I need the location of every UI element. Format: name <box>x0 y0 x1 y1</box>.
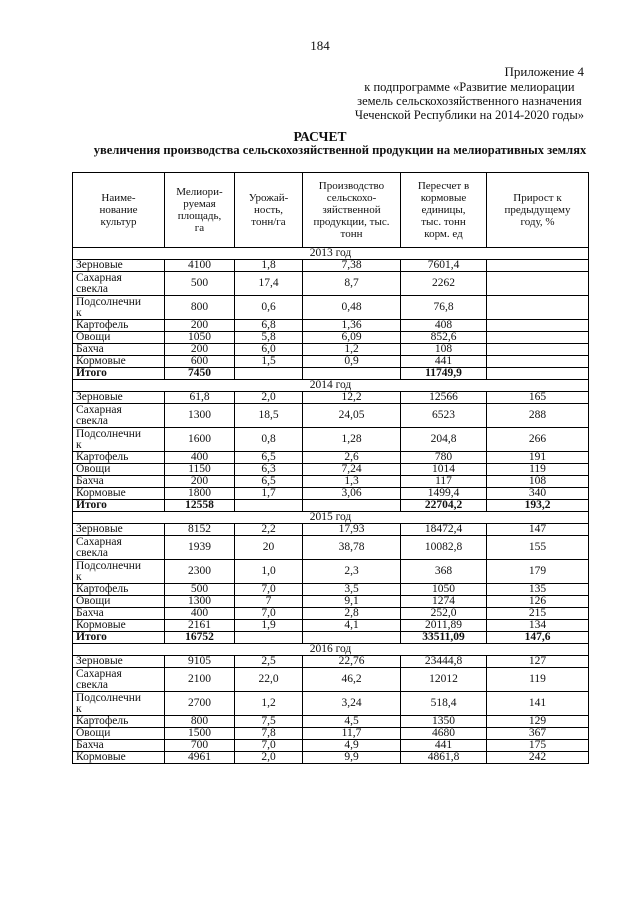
growth-cell: 119 <box>487 464 589 476</box>
table-row <box>73 296 589 320</box>
yield-cell: 1,8 <box>235 260 303 272</box>
table-row <box>73 620 589 632</box>
feed-units-cell: 1050 <box>401 584 487 596</box>
crop-cell: Подсолнечни к <box>73 560 165 584</box>
header-growth: Прирост к предыдущему году, % <box>487 173 589 248</box>
table-row <box>73 368 589 380</box>
table-row <box>73 476 589 488</box>
yield-cell: 1,7 <box>235 488 303 500</box>
growth-cell: 126 <box>487 596 589 608</box>
yield-cell: 7,0 <box>235 608 303 620</box>
crop-cell: Картофель <box>73 452 165 464</box>
growth-cell <box>487 356 589 368</box>
growth-cell: 191 <box>487 452 589 464</box>
area-cell: 2700 <box>165 692 235 716</box>
production-cell: 1,3 <box>303 476 401 488</box>
growth-cell: 147 <box>487 524 589 536</box>
feed-units-cell: 4861,8 <box>401 752 487 764</box>
production-cell: 6,09 <box>303 332 401 344</box>
year-label: 2015 год <box>73 512 589 524</box>
growth-cell: 193,2 <box>487 500 589 512</box>
growth-cell: 367 <box>487 728 589 740</box>
crop-cell: Зерновые <box>73 392 165 404</box>
production-cell: 2,8 <box>303 608 401 620</box>
header-feed-units: Пересчет в кормовые единицы, тыс. тонн корм. ед <box>401 173 487 248</box>
area-cell: 4961 <box>165 752 235 764</box>
production-cell: 11,7 <box>303 728 401 740</box>
growth-cell: 242 <box>487 752 589 764</box>
crop-cell: Овощи <box>73 728 165 740</box>
yield-cell: 5,8 <box>235 332 303 344</box>
area-cell: 1300 <box>165 596 235 608</box>
production-cell: 3,06 <box>303 488 401 500</box>
growth-cell <box>487 260 589 272</box>
subprogram-line: к подпрограмме «Развитие мелиорации <box>364 80 575 94</box>
year-row <box>73 380 589 392</box>
growth-cell: 165 <box>487 392 589 404</box>
area-cell: 8152 <box>165 524 235 536</box>
feed-units-cell: 441 <box>401 740 487 752</box>
area-cell: 9105 <box>165 656 235 668</box>
area-cell: 400 <box>165 452 235 464</box>
area-cell: 1150 <box>165 464 235 476</box>
growth-cell: 129 <box>487 716 589 728</box>
table-row <box>73 740 589 752</box>
document-subtitle: увеличения производства сельскохозяйственной продукции на мелиоративных землях <box>93 143 587 157</box>
production-cell: 22,76 <box>303 656 401 668</box>
area-cell: 2300 <box>165 560 235 584</box>
yield-cell: 7 <box>235 596 303 608</box>
production-cell: 0,9 <box>303 356 401 368</box>
table-header-row <box>73 173 589 248</box>
page-number: 184 <box>310 38 330 53</box>
area-cell: 500 <box>165 272 235 296</box>
yield-cell: 1,9 <box>235 620 303 632</box>
feed-units-cell: 33511,09 <box>401 632 487 644</box>
production-cell: 24,05 <box>303 404 401 428</box>
table-row <box>73 500 589 512</box>
crop-cell: Овощи <box>73 596 165 608</box>
feed-units-cell: 1274 <box>401 596 487 608</box>
yield-cell: 6,8 <box>235 320 303 332</box>
feed-units-cell: 1014 <box>401 464 487 476</box>
feed-units-cell: 4680 <box>401 728 487 740</box>
yield-cell <box>235 500 303 512</box>
feed-units-cell: 408 <box>401 320 487 332</box>
yield-cell: 1,5 <box>235 356 303 368</box>
subprogram-line: Чеченской Республики на 2014-2020 годы» <box>354 108 584 122</box>
growth-cell: 215 <box>487 608 589 620</box>
crop-cell: Картофель <box>73 716 165 728</box>
yield-cell: 0,6 <box>235 296 303 320</box>
feed-units-cell: 1350 <box>401 716 487 728</box>
production-cell: 38,78 <box>303 536 401 560</box>
growth-cell <box>487 272 589 296</box>
table-row <box>73 404 589 428</box>
yield-cell: 6,3 <box>235 464 303 476</box>
yield-cell: 1,0 <box>235 560 303 584</box>
yield-cell: 7,0 <box>235 584 303 596</box>
yield-cell: 7,0 <box>235 740 303 752</box>
feed-units-cell: 76,8 <box>401 296 487 320</box>
growth-cell: 108 <box>487 476 589 488</box>
crop-cell: Сахарная свекла <box>73 272 165 296</box>
production-cell: 4,5 <box>303 716 401 728</box>
table-row <box>73 428 589 452</box>
yield-cell: 6,5 <box>235 452 303 464</box>
area-cell: 2161 <box>165 620 235 632</box>
feed-units-cell: 11749,9 <box>401 368 487 380</box>
crop-cell: Зерновые <box>73 524 165 536</box>
crop-cell: Бахча <box>73 608 165 620</box>
feed-units-cell: 2011,89 <box>401 620 487 632</box>
header-production: Производство сельскохо- зяйственной продукции, тыс. тонн <box>303 173 401 248</box>
growth-cell: 155 <box>487 536 589 560</box>
production-cell: 12,2 <box>303 392 401 404</box>
growth-cell: 288 <box>487 404 589 428</box>
area-cell: 1300 <box>165 404 235 428</box>
feed-units-cell: 7601,4 <box>401 260 487 272</box>
area-cell: 2100 <box>165 668 235 692</box>
yield-cell: 2,5 <box>235 656 303 668</box>
production-cell <box>303 500 401 512</box>
feed-units-cell: 2262 <box>401 272 487 296</box>
growth-cell: 340 <box>487 488 589 500</box>
growth-cell <box>487 344 589 356</box>
area-cell: 1500 <box>165 728 235 740</box>
appendix-label: Приложение 4 <box>504 64 584 79</box>
crop-cell: Итого <box>73 632 165 644</box>
yield-cell: 20 <box>235 536 303 560</box>
area-cell: 600 <box>165 356 235 368</box>
area-cell: 4100 <box>165 260 235 272</box>
crop-cell: Бахча <box>73 344 165 356</box>
growth-cell: 147,6 <box>487 632 589 644</box>
table-row <box>73 464 589 476</box>
area-cell: 16752 <box>165 632 235 644</box>
feed-units-cell: 780 <box>401 452 487 464</box>
feed-units-cell: 441 <box>401 356 487 368</box>
crop-cell: Бахча <box>73 476 165 488</box>
feed-units-cell: 10082,8 <box>401 536 487 560</box>
table-row <box>73 260 589 272</box>
crop-cell: Подсолнечни к <box>73 428 165 452</box>
area-cell: 400 <box>165 608 235 620</box>
year-label: 2016 год <box>73 644 589 656</box>
table-row <box>73 752 589 764</box>
table-row <box>73 536 589 560</box>
table-row <box>73 272 589 296</box>
crop-cell: Зерновые <box>73 260 165 272</box>
crop-cell: Подсолнечни к <box>73 296 165 320</box>
crop-cell: Зерновые <box>73 656 165 668</box>
area-cell: 700 <box>165 740 235 752</box>
growth-cell <box>487 296 589 320</box>
production-cell <box>303 368 401 380</box>
crop-cell: Кормовые <box>73 620 165 632</box>
growth-cell: 175 <box>487 740 589 752</box>
table-row <box>73 452 589 464</box>
feed-units-cell: 518,4 <box>401 692 487 716</box>
crop-cell: Овощи <box>73 464 165 476</box>
table-row <box>73 488 589 500</box>
area-cell: 200 <box>165 320 235 332</box>
production-cell: 3,5 <box>303 584 401 596</box>
crop-cell: Бахча <box>73 740 165 752</box>
production-cell: 4,1 <box>303 620 401 632</box>
year-row <box>73 512 589 524</box>
subprogram-reference <box>355 80 584 122</box>
yield-cell: 2,0 <box>235 752 303 764</box>
feed-units-cell: 368 <box>401 560 487 584</box>
feed-units-cell: 18472,4 <box>401 524 487 536</box>
yield-cell: 22,0 <box>235 668 303 692</box>
crop-cell: Картофель <box>73 584 165 596</box>
crop-cell: Кормовые <box>73 752 165 764</box>
subprogram-line: земель сельскохозяйственного назначения <box>357 94 582 108</box>
crop-cell: Итого <box>73 368 165 380</box>
area-cell: 61,8 <box>165 392 235 404</box>
area-cell: 1800 <box>165 488 235 500</box>
table-row <box>73 668 589 692</box>
production-cell: 17,93 <box>303 524 401 536</box>
area-cell: 200 <box>165 344 235 356</box>
feed-units-cell: 108 <box>401 344 487 356</box>
table-row <box>73 596 589 608</box>
yield-cell <box>235 368 303 380</box>
yield-cell: 2,2 <box>235 524 303 536</box>
area-cell: 200 <box>165 476 235 488</box>
feed-units-cell: 852,6 <box>401 332 487 344</box>
table-row <box>73 728 589 740</box>
crop-cell: Сахарная свекла <box>73 668 165 692</box>
table-row <box>73 332 589 344</box>
header-area: Мелиори- руемая площадь, га <box>165 173 235 248</box>
table-row <box>73 716 589 728</box>
production-cell: 8,7 <box>303 272 401 296</box>
header-yield: Урожай- ность, тонн/га <box>235 173 303 248</box>
production-cell: 7,24 <box>303 464 401 476</box>
feed-units-cell: 1499,4 <box>401 488 487 500</box>
feed-units-cell: 12012 <box>401 668 487 692</box>
production-cell: 7,38 <box>303 260 401 272</box>
production-cell: 1,28 <box>303 428 401 452</box>
table-row <box>73 320 589 332</box>
table-row <box>73 656 589 668</box>
year-row <box>73 248 589 260</box>
yield-cell: 17,4 <box>235 272 303 296</box>
feed-units-cell: 117 <box>401 476 487 488</box>
table-body <box>73 248 589 764</box>
table-row <box>73 344 589 356</box>
production-cell: 4,9 <box>303 740 401 752</box>
growth-cell <box>487 368 589 380</box>
production-cell: 3,24 <box>303 692 401 716</box>
table-row <box>73 392 589 404</box>
yield-cell: 1,2 <box>235 692 303 716</box>
yield-cell: 6,5 <box>235 476 303 488</box>
yield-cell: 7,5 <box>235 716 303 728</box>
production-cell: 2,3 <box>303 560 401 584</box>
table-row <box>73 560 589 584</box>
crop-cell: Подсолнечни к <box>73 692 165 716</box>
year-label: 2013 год <box>73 248 589 260</box>
crop-cell: Сахарная свекла <box>73 404 165 428</box>
growth-cell: 135 <box>487 584 589 596</box>
production-cell: 0,48 <box>303 296 401 320</box>
growth-cell <box>487 332 589 344</box>
area-cell: 800 <box>165 716 235 728</box>
yield-cell <box>235 632 303 644</box>
table-row <box>73 584 589 596</box>
area-cell: 500 <box>165 584 235 596</box>
production-cell <box>303 632 401 644</box>
year-row <box>73 644 589 656</box>
production-cell: 9,1 <box>303 596 401 608</box>
production-cell: 9,9 <box>303 752 401 764</box>
growth-cell: 127 <box>487 656 589 668</box>
production-cell: 46,2 <box>303 668 401 692</box>
yield-cell: 18,5 <box>235 404 303 428</box>
growth-cell: 119 <box>487 668 589 692</box>
area-cell: 800 <box>165 296 235 320</box>
growth-cell: 134 <box>487 620 589 632</box>
yield-cell: 7,8 <box>235 728 303 740</box>
area-cell: 1939 <box>165 536 235 560</box>
yield-cell: 6,0 <box>235 344 303 356</box>
feed-units-cell: 22704,2 <box>401 500 487 512</box>
feed-units-cell: 204,8 <box>401 428 487 452</box>
crop-cell: Сахарная свекла <box>73 536 165 560</box>
crop-cell: Итого <box>73 500 165 512</box>
table-row <box>73 524 589 536</box>
crop-cell: Картофель <box>73 320 165 332</box>
growth-cell <box>487 320 589 332</box>
table-row <box>73 356 589 368</box>
area-cell: 12558 <box>165 500 235 512</box>
area-cell: 1050 <box>165 332 235 344</box>
crop-cell: Кормовые <box>73 356 165 368</box>
feed-units-cell: 23444,8 <box>401 656 487 668</box>
feed-units-cell: 252,0 <box>401 608 487 620</box>
header-crop: Наиме- нование культур <box>73 173 165 248</box>
document-title: РАСЧЕТ <box>293 129 347 144</box>
crop-cell: Кормовые <box>73 488 165 500</box>
calculation-table <box>72 172 589 764</box>
production-cell: 2,6 <box>303 452 401 464</box>
crop-cell: Овощи <box>73 332 165 344</box>
feed-units-cell: 6523 <box>401 404 487 428</box>
growth-cell: 141 <box>487 692 589 716</box>
table-row <box>73 608 589 620</box>
growth-cell: 266 <box>487 428 589 452</box>
table-row <box>73 632 589 644</box>
feed-units-cell: 12566 <box>401 392 487 404</box>
year-label: 2014 год <box>73 380 589 392</box>
production-cell: 1,2 <box>303 344 401 356</box>
table-row <box>73 692 589 716</box>
yield-cell: 0,8 <box>235 428 303 452</box>
production-cell: 1,36 <box>303 320 401 332</box>
area-cell: 1600 <box>165 428 235 452</box>
yield-cell: 2,0 <box>235 392 303 404</box>
area-cell: 7450 <box>165 368 235 380</box>
growth-cell: 179 <box>487 560 589 584</box>
